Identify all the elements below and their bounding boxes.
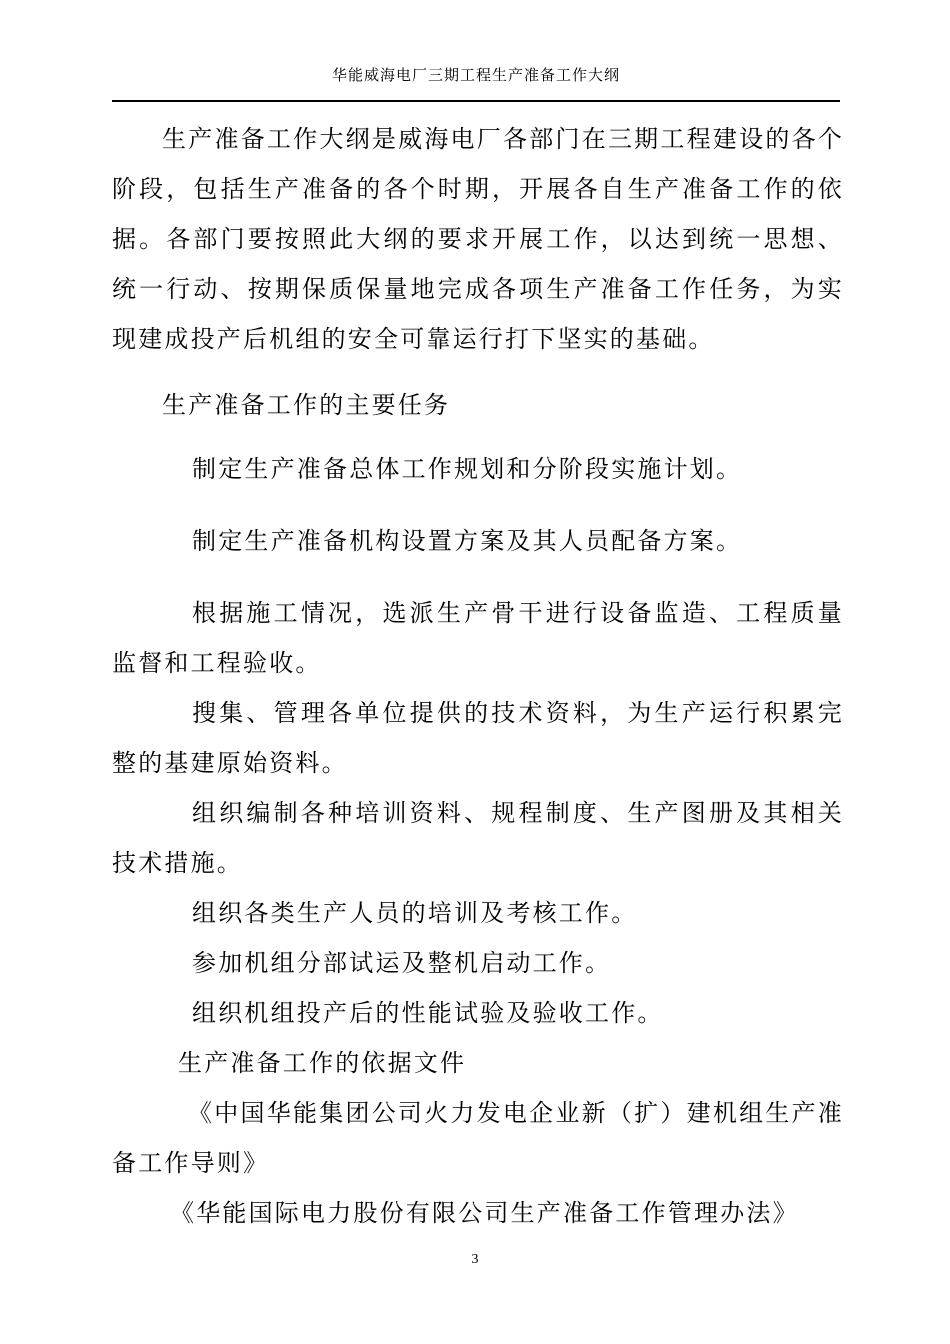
- document-body: [112, 114, 844, 1238]
- task-item: 根据施工情况，选派生产骨干进行设备监造、工程质量监督和工程验收。: [112, 599, 844, 677]
- task-item: 制定生产准备总体工作规划和分阶段实施计划。: [192, 455, 743, 483]
- section-heading-main-tasks: 生产准备工作的主要任务: [162, 391, 451, 419]
- task-item: 制定生产准备机构设置方案及其人员配备方案。: [192, 527, 743, 555]
- task-item: 组织编制各种培训资料、规程制度、生产图册及其相关技术措施。: [112, 799, 844, 877]
- task-item: 组织各类生产人员的培训及考核工作。: [192, 899, 638, 927]
- section-heading-reference-documents: 生产准备工作的依据文件: [178, 1049, 467, 1077]
- task-item: 参加机组分部试运及整机启动工作。: [192, 949, 612, 977]
- page-number: 3: [471, 1252, 479, 1267]
- page-header-title: 华能威海电厂三期工程生产准备工作大纲: [331, 66, 620, 84]
- reference-document: 《华能国际电力股份有限公司生产准备工作管理办法》: [170, 1199, 799, 1227]
- task-item: 组织机组投产后的性能试验及验收工作。: [192, 999, 664, 1027]
- header-divider: [112, 100, 840, 102]
- intro-paragraph: 生产准备工作大纲是威海电厂各部门在三期工程建设的各个阶段，包括生产准备的各个时期，开展各自生产准备工作的依据。各部门要按照此大纲的要求开展工作，以达到统一思想、统一行动、按期保质保量地完成各项生产准备工作任务，为实现建成投产后机组的安全可靠运行打下坚实的基础。: [112, 125, 844, 353]
- reference-document: 《中国华能集团公司火力发电企业新（扩）建机组生产准备工作导则》: [112, 1099, 844, 1177]
- task-item: 搜集、管理各单位提供的技术资料，为生产运行积累完整的基建原始资料。: [112, 699, 844, 777]
